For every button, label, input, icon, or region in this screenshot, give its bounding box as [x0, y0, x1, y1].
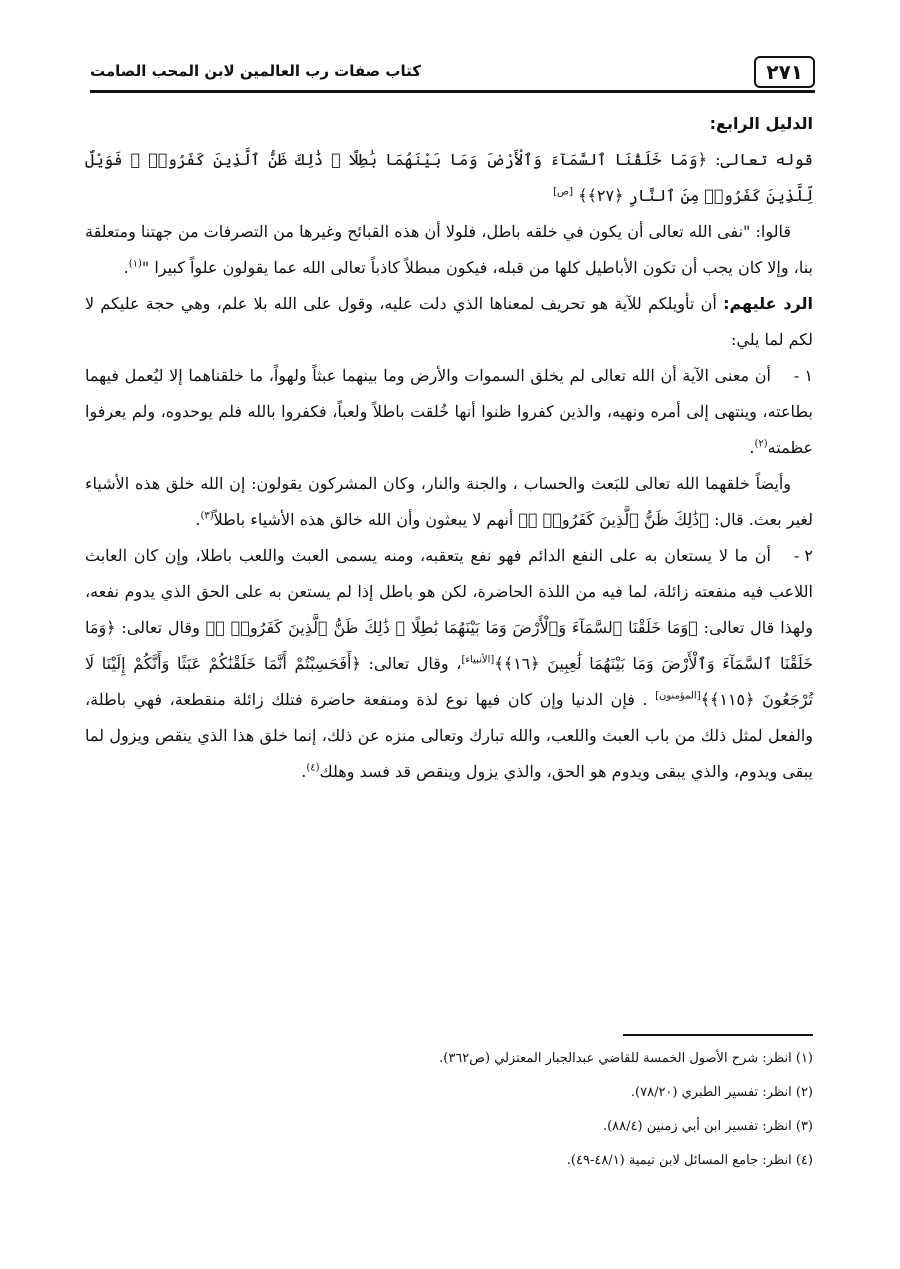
point-2-text-a: أن ما لا يستعان به على النفع الدائم فهو نفع يتعقبه، ومنه يسمى العبث واللعب باطلا، وإن كان العابث اللاعب فيه منفعته زائلة، لما فيه من اللذة الحاضرة، لكن هو باطل إذا لم يستعن به على الحق الذي يدوم نفعه، ولهذا قال تعالى:	[85, 546, 814, 637]
header-rule	[90, 90, 815, 93]
quote-paragraph	[85, 214, 813, 286]
verse-intro-paragraph	[85, 142, 813, 214]
also-text-a: وأيضاً خلقهما الله تعالى للبَعث والحساب ، والجنة والنار، وكان المشركون يقولون: إن الله خلق هذه الأشياء لغير بعث. قال:	[85, 474, 813, 529]
reply-paragraph	[85, 286, 813, 358]
point-1-text: أن معنى الآية أن الله تعالى لم يخلق السموات والأرض وما بينهما عبثاً ولهواً، ما خلقناهما إلا ليُعمل فيهما بطاعته، وينتهى إلى أمره ونهيه، والذين كفروا ظنوا أنها خُلقت باطلاً ولعباً، فكفروا بالله فلم يوحدوه، ولم يعرفوا عظمته	[85, 366, 813, 457]
footnote-mark-3: (٣)	[200, 510, 214, 522]
verse-intro: قوله تعالى: ﴿وَمَا خَلَقْنَا ٱلسَّمَآءَ وَٱلْأَرْضَ وَمَا بَيْنَهُمَا بَٰطِلًا ۚ ذَٰلِكَ ظَنُّ ٱلَّذِينَ كَفَرُوا۟ ۚ فَوَيْلٌ لِّلَّذِينَ كَفَرُوا۟ مِنَ ٱلنَّارِ ﴿٢٧﴾﴾	[85, 150, 813, 205]
also-text-b: أنهم لا يبعثون وأن الله خالق هذه الأشياء باطلاً	[213, 510, 514, 529]
section-heading: الدليل الرابع:	[709, 114, 813, 133]
footnote-mark-4: (٤)	[306, 762, 320, 774]
point-2-verse-a: ﴿وَمَا خَلَقْنَا ٱلسَّمَآءَ وَٱلْأَرْضَ وَمَا بَيْنَهُمَا بَٰطِلًا ۚ ذَٰلِكَ ظَنُّ ٱلَّذِينَ كَفَرُوا۟ ۚ﴾	[205, 618, 698, 637]
point-2-text-b: وقال تعالى:	[121, 618, 200, 637]
footnote-mark-1: (١)	[128, 258, 142, 270]
point-2-number: ٢ -	[793, 546, 813, 565]
main-text	[85, 106, 813, 790]
point-2-paragraph	[85, 538, 813, 790]
also-end: .	[195, 510, 201, 529]
footnote-item: (٣) انظر: تفسير ابن أبي زمنين (٨٨/٤).	[602, 1119, 813, 1134]
point-2-verse-c: ﴿أَفَحَسِبْتُمْ أَنَّمَا خَلَقْنَٰكُمْ عَبَثًا وَأَنَّكُمْ إِلَيْنَا لَا تُرْجَعُونَ ﴿١١٥﴾﴾	[85, 654, 814, 709]
point-2-verse-b: ﴿وَمَا خَلَقْنَا ٱلسَّمَآءَ وَٱلْأَرْضَ وَمَا بَيْنَهُمَا لَٰعِبِينَ ﴿١٦﴾﴾	[85, 618, 814, 673]
footnote-item: (١) انظر: شرح الأصول الخمسة للقاضي عبدالجبار المعتزلي (ص٣٦٢).	[439, 1051, 813, 1066]
point-2-ref-c: [المؤمنون]	[655, 690, 701, 702]
point-2-ref-b: [الأنبياء]	[461, 654, 495, 666]
book-title: كتاب صفات رب العالمين لابن المحب الصامت	[90, 62, 421, 80]
footnotes	[85, 1042, 813, 1178]
point-1-end: .	[749, 438, 755, 457]
point-1-paragraph	[85, 358, 813, 466]
quote-end: .	[123, 258, 129, 277]
footnote-mark-2: (٢)	[754, 438, 768, 450]
footnote-separator	[623, 1034, 813, 1036]
verse-ref: [ص]	[553, 186, 574, 198]
footnote-item: (٤) انظر: جامع المسائل لابن تيمية (٤٨/١-٤٩).	[566, 1153, 813, 1168]
also-paragraph	[85, 466, 813, 538]
point-2-text-d: . فإن الدنيا وإن كان فيها نوع لذة ومنفعة حاضرة فتلك زائلة منقطعة، فهي باطلة، والفعل لمثل ذلك من باب العبث واللعب، والله تبارك وتعالى منزه عن ذلك، إنما خلق هذا الذي ينقص ويزول لما يبقى ويدوم، والذي يبقى ويدوم هو الحق، والذي يزول وينقص قد فسد وهلك	[85, 690, 813, 781]
point-2-end: .	[301, 762, 307, 781]
point-1-number: ١ -	[793, 366, 813, 385]
also-verse: ﴿ذَٰلِكَ ظَنُّ ٱلَّذِينَ كَفَرُوا۟ ۚ﴾	[518, 510, 709, 529]
reply-label: الرد عليهم:	[723, 294, 813, 313]
page-number: ٢٧١	[754, 56, 815, 88]
point-2-text-c: ، وقال تعالى:	[368, 654, 462, 673]
quote-text: قالوا: "نفى الله تعالى أن يكون في خلقه باطل، فلولا أن هذه القبائح وغيرها من التصرفات من جهتنا ومتعلقة بنا، وإلا كان يجب أن تكون الأباطيل كلها من قبله، فيكون مبطلاً كاذباً تعالى الله عما يقولون علواً كبيرا "	[85, 222, 813, 277]
page-header	[90, 52, 815, 92]
reply-text: أن تأويلكم للآية هو تحريف لمعناها الذي دلت عليه، وقول على الله بلا علم، وهي حجة عليكم لا لكم لما يلي:	[85, 294, 813, 349]
footnote-item: (٢) انظر: تفسير الطبري (٧٨/٢٠).	[630, 1085, 813, 1100]
